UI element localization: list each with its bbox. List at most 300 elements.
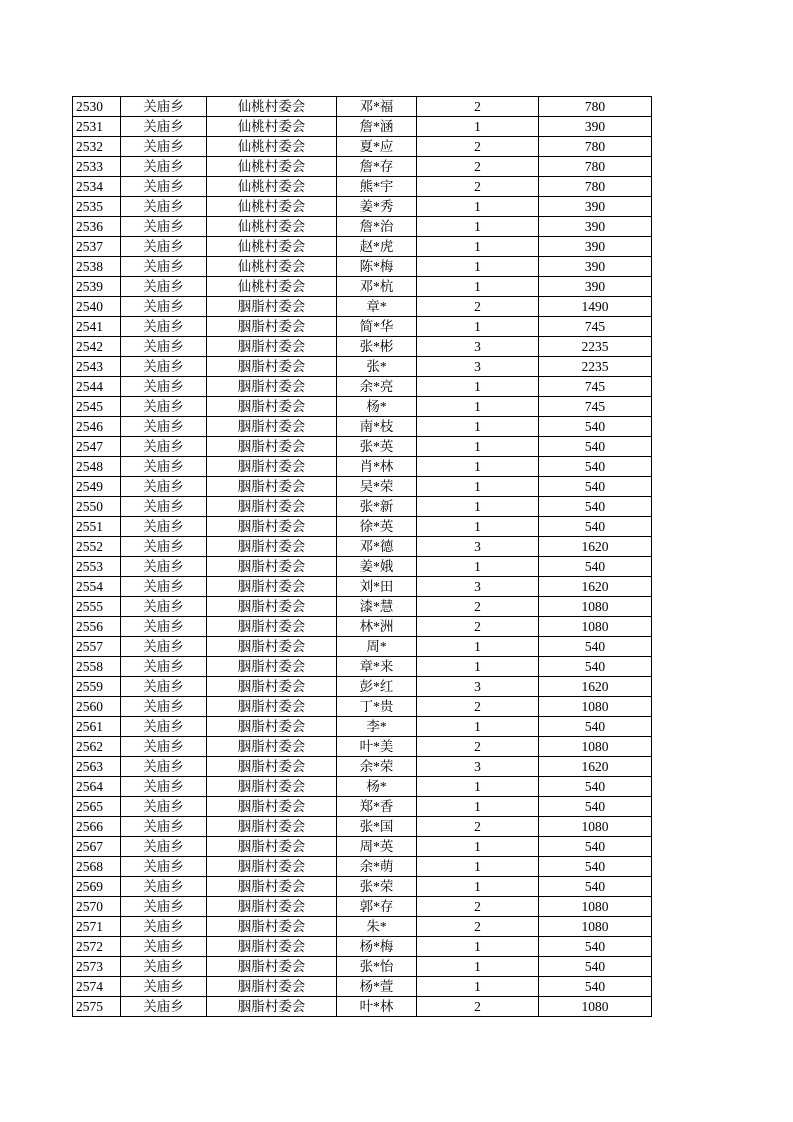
village-committee-cell: 胭脂村委会	[207, 437, 337, 457]
village-committee-cell: 胭脂村委会	[207, 717, 337, 737]
household-size-cell: 2	[417, 297, 539, 317]
village-committee-cell: 胭脂村委会	[207, 997, 337, 1017]
township-cell: 关庙乡	[121, 677, 207, 697]
name-cell: 余*荣	[337, 757, 417, 777]
amount-cell: 540	[539, 717, 652, 737]
name-cell: 徐*英	[337, 517, 417, 537]
table-row	[73, 457, 652, 477]
name-cell: 杨*	[337, 777, 417, 797]
name-cell: 周*英	[337, 837, 417, 857]
amount-cell: 1490	[539, 297, 652, 317]
amount-cell: 390	[539, 237, 652, 257]
table-row	[73, 477, 652, 497]
name-cell: 章*	[337, 297, 417, 317]
township-cell: 关庙乡	[121, 557, 207, 577]
household-size-cell: 1	[417, 517, 539, 537]
row-number-cell: 2574	[73, 977, 121, 997]
village-committee-cell: 仙桃村委会	[207, 217, 337, 237]
village-committee-cell: 胭脂村委会	[207, 297, 337, 317]
village-committee-cell: 胭脂村委会	[207, 837, 337, 857]
amount-cell: 1620	[539, 537, 652, 557]
township-cell: 关庙乡	[121, 837, 207, 857]
table-row	[73, 497, 652, 517]
name-cell: 周*	[337, 637, 417, 657]
amount-cell: 745	[539, 317, 652, 337]
table-row	[73, 997, 652, 1017]
village-committee-cell: 胭脂村委会	[207, 897, 337, 917]
amount-cell: 1080	[539, 617, 652, 637]
household-size-cell: 3	[417, 577, 539, 597]
amount-cell: 1080	[539, 597, 652, 617]
village-committee-cell: 胭脂村委会	[207, 697, 337, 717]
village-committee-cell: 胭脂村委会	[207, 877, 337, 897]
amount-cell: 745	[539, 377, 652, 397]
table-row	[73, 97, 652, 117]
village-committee-cell: 胭脂村委会	[207, 497, 337, 517]
amount-cell: 540	[539, 417, 652, 437]
row-number-cell: 2545	[73, 397, 121, 417]
row-number-cell: 2569	[73, 877, 121, 897]
amount-cell: 390	[539, 217, 652, 237]
village-committee-cell: 胭脂村委会	[207, 457, 337, 477]
household-size-cell: 2	[417, 597, 539, 617]
row-number-cell: 2565	[73, 797, 121, 817]
household-size-cell: 1	[417, 937, 539, 957]
household-size-cell: 1	[417, 377, 539, 397]
township-cell: 关庙乡	[121, 257, 207, 277]
household-size-cell: 2	[417, 917, 539, 937]
name-cell: 张*	[337, 357, 417, 377]
row-number-cell: 2550	[73, 497, 121, 517]
household-size-cell: 2	[417, 617, 539, 637]
amount-cell: 1080	[539, 917, 652, 937]
amount-cell: 745	[539, 397, 652, 417]
table-row	[73, 357, 652, 377]
amount-cell: 780	[539, 177, 652, 197]
name-cell: 漆*慧	[337, 597, 417, 617]
row-number-cell: 2534	[73, 177, 121, 197]
name-cell: 陈*梅	[337, 257, 417, 277]
name-cell: 张*国	[337, 817, 417, 837]
amount-cell: 540	[539, 477, 652, 497]
name-cell: 余*亮	[337, 377, 417, 397]
table-row	[73, 377, 652, 397]
amount-cell: 540	[539, 957, 652, 977]
township-cell: 关庙乡	[121, 817, 207, 837]
amount-cell: 540	[539, 657, 652, 677]
township-cell: 关庙乡	[121, 877, 207, 897]
name-cell: 丁*贵	[337, 697, 417, 717]
township-cell: 关庙乡	[121, 517, 207, 537]
household-size-cell: 2	[417, 817, 539, 837]
amount-cell: 540	[539, 857, 652, 877]
row-number-cell: 2530	[73, 97, 121, 117]
table-row	[73, 277, 652, 297]
amount-cell: 1080	[539, 897, 652, 917]
village-committee-cell: 胭脂村委会	[207, 777, 337, 797]
village-committee-cell: 胭脂村委会	[207, 977, 337, 997]
row-number-cell: 2558	[73, 657, 121, 677]
table-row	[73, 157, 652, 177]
township-cell: 关庙乡	[121, 217, 207, 237]
township-cell: 关庙乡	[121, 277, 207, 297]
village-committee-cell: 胭脂村委会	[207, 537, 337, 557]
row-number-cell: 2555	[73, 597, 121, 617]
township-cell: 关庙乡	[121, 917, 207, 937]
village-committee-cell: 胭脂村委会	[207, 337, 337, 357]
household-size-cell: 1	[417, 457, 539, 477]
township-cell: 关庙乡	[121, 857, 207, 877]
name-cell: 熊*宇	[337, 177, 417, 197]
table-row	[73, 897, 652, 917]
table-row	[73, 197, 652, 217]
village-committee-cell: 胭脂村委会	[207, 397, 337, 417]
township-cell: 关庙乡	[121, 697, 207, 717]
village-committee-cell: 胭脂村委会	[207, 617, 337, 637]
table-row	[73, 237, 652, 257]
row-number-cell: 2544	[73, 377, 121, 397]
household-size-cell: 2	[417, 997, 539, 1017]
amount-cell: 540	[539, 637, 652, 657]
amount-cell: 1080	[539, 697, 652, 717]
row-number-cell: 2549	[73, 477, 121, 497]
amount-cell: 2235	[539, 357, 652, 377]
row-number-cell: 2538	[73, 257, 121, 277]
row-number-cell: 2554	[73, 577, 121, 597]
table-row	[73, 637, 652, 657]
household-size-cell: 3	[417, 337, 539, 357]
township-cell: 关庙乡	[121, 797, 207, 817]
village-committee-cell: 胭脂村委会	[207, 557, 337, 577]
name-cell: 朱*	[337, 917, 417, 937]
row-number-cell: 2557	[73, 637, 121, 657]
household-size-cell: 1	[417, 277, 539, 297]
row-number-cell: 2546	[73, 417, 121, 437]
table-row	[73, 977, 652, 997]
village-committee-cell: 胭脂村委会	[207, 937, 337, 957]
table-row	[73, 297, 652, 317]
table-row	[73, 117, 652, 137]
table-row	[73, 917, 652, 937]
row-number-cell: 2540	[73, 297, 121, 317]
name-cell: 赵*虎	[337, 237, 417, 257]
household-size-cell: 3	[417, 677, 539, 697]
village-committee-cell: 胭脂村委会	[207, 597, 337, 617]
household-size-cell: 1	[417, 437, 539, 457]
table-row	[73, 617, 652, 637]
amount-cell: 1080	[539, 737, 652, 757]
township-cell: 关庙乡	[121, 497, 207, 517]
village-committee-cell: 胭脂村委会	[207, 957, 337, 977]
name-cell: 邓*福	[337, 97, 417, 117]
name-cell: 杨*梅	[337, 937, 417, 957]
township-cell: 关庙乡	[121, 337, 207, 357]
table-row	[73, 397, 652, 417]
village-committee-cell: 胭脂村委会	[207, 357, 337, 377]
name-cell: 叶*美	[337, 737, 417, 757]
amount-cell: 540	[539, 497, 652, 517]
row-number-cell: 2532	[73, 137, 121, 157]
table-row	[73, 797, 652, 817]
table-row	[73, 957, 652, 977]
amount-cell: 1620	[539, 757, 652, 777]
township-cell: 关庙乡	[121, 957, 207, 977]
table-row	[73, 717, 652, 737]
amount-cell: 780	[539, 137, 652, 157]
township-cell: 关庙乡	[121, 777, 207, 797]
amount-cell: 390	[539, 197, 652, 217]
township-cell: 关庙乡	[121, 997, 207, 1017]
village-committee-cell: 胭脂村委会	[207, 817, 337, 837]
township-cell: 关庙乡	[121, 597, 207, 617]
township-cell: 关庙乡	[121, 437, 207, 457]
village-committee-cell: 胭脂村委会	[207, 757, 337, 777]
township-cell: 关庙乡	[121, 417, 207, 437]
village-committee-cell: 胭脂村委会	[207, 677, 337, 697]
amount-cell: 780	[539, 97, 652, 117]
village-committee-cell: 仙桃村委会	[207, 177, 337, 197]
amount-cell: 1620	[539, 677, 652, 697]
table-row	[73, 777, 652, 797]
row-number-cell: 2539	[73, 277, 121, 297]
data-table	[72, 96, 652, 1017]
amount-cell: 390	[539, 117, 652, 137]
village-committee-cell: 仙桃村委会	[207, 237, 337, 257]
township-cell: 关庙乡	[121, 577, 207, 597]
household-size-cell: 1	[417, 957, 539, 977]
household-size-cell: 1	[417, 857, 539, 877]
household-size-cell: 2	[417, 177, 539, 197]
amount-cell: 540	[539, 937, 652, 957]
table-row	[73, 217, 652, 237]
row-number-cell: 2542	[73, 337, 121, 357]
amount-cell: 540	[539, 977, 652, 997]
village-committee-cell: 胭脂村委会	[207, 797, 337, 817]
row-number-cell: 2561	[73, 717, 121, 737]
table-row	[73, 437, 652, 457]
household-size-cell: 1	[417, 217, 539, 237]
household-size-cell: 1	[417, 477, 539, 497]
household-size-cell: 1	[417, 117, 539, 137]
village-committee-cell: 胭脂村委会	[207, 577, 337, 597]
amount-cell: 540	[539, 837, 652, 857]
row-number-cell: 2567	[73, 837, 121, 857]
township-cell: 关庙乡	[121, 297, 207, 317]
row-number-cell: 2566	[73, 817, 121, 837]
table-row	[73, 597, 652, 617]
row-number-cell: 2568	[73, 857, 121, 877]
amount-cell: 540	[539, 557, 652, 577]
table-row	[73, 937, 652, 957]
household-size-cell: 1	[417, 797, 539, 817]
row-number-cell: 2563	[73, 757, 121, 777]
township-cell: 关庙乡	[121, 657, 207, 677]
household-size-cell: 1	[417, 317, 539, 337]
row-number-cell: 2562	[73, 737, 121, 757]
table-row	[73, 737, 652, 757]
township-cell: 关庙乡	[121, 457, 207, 477]
name-cell: 杨*萱	[337, 977, 417, 997]
village-committee-cell: 胭脂村委会	[207, 857, 337, 877]
row-number-cell: 2575	[73, 997, 121, 1017]
village-committee-cell: 胭脂村委会	[207, 317, 337, 337]
village-committee-cell: 仙桃村委会	[207, 137, 337, 157]
household-size-cell: 1	[417, 837, 539, 857]
village-committee-cell: 仙桃村委会	[207, 117, 337, 137]
name-cell: 姜*秀	[337, 197, 417, 217]
amount-cell: 540	[539, 437, 652, 457]
row-number-cell: 2556	[73, 617, 121, 637]
table-row	[73, 657, 652, 677]
row-number-cell: 2560	[73, 697, 121, 717]
row-number-cell: 2536	[73, 217, 121, 237]
household-size-cell: 2	[417, 137, 539, 157]
row-number-cell: 2531	[73, 117, 121, 137]
name-cell: 章*来	[337, 657, 417, 677]
township-cell: 关庙乡	[121, 937, 207, 957]
row-number-cell: 2571	[73, 917, 121, 937]
table-row	[73, 857, 652, 877]
township-cell: 关庙乡	[121, 617, 207, 637]
name-cell: 夏*应	[337, 137, 417, 157]
row-number-cell: 2552	[73, 537, 121, 557]
name-cell: 彭*红	[337, 677, 417, 697]
row-number-cell: 2537	[73, 237, 121, 257]
row-number-cell: 2535	[73, 197, 121, 217]
village-committee-cell: 仙桃村委会	[207, 97, 337, 117]
name-cell: 詹*存	[337, 157, 417, 177]
amount-cell: 1620	[539, 577, 652, 597]
household-size-cell: 1	[417, 417, 539, 437]
township-cell: 关庙乡	[121, 357, 207, 377]
table-row	[73, 577, 652, 597]
village-committee-cell: 胭脂村委会	[207, 377, 337, 397]
household-size-cell: 1	[417, 197, 539, 217]
name-cell: 詹*涵	[337, 117, 417, 137]
row-number-cell: 2573	[73, 957, 121, 977]
table-row	[73, 537, 652, 557]
township-cell: 关庙乡	[121, 737, 207, 757]
township-cell: 关庙乡	[121, 377, 207, 397]
name-cell: 李*	[337, 717, 417, 737]
household-size-cell: 2	[417, 97, 539, 117]
amount-cell: 390	[539, 257, 652, 277]
amount-cell: 1080	[539, 817, 652, 837]
village-committee-cell: 仙桃村委会	[207, 197, 337, 217]
table-row	[73, 417, 652, 437]
township-cell: 关庙乡	[121, 477, 207, 497]
household-size-cell: 1	[417, 977, 539, 997]
township-cell: 关庙乡	[121, 637, 207, 657]
row-number-cell: 2559	[73, 677, 121, 697]
township-cell: 关庙乡	[121, 157, 207, 177]
table-row	[73, 817, 652, 837]
amount-cell: 540	[539, 877, 652, 897]
village-committee-cell: 胭脂村委会	[207, 517, 337, 537]
table-row	[73, 137, 652, 157]
amount-cell: 540	[539, 457, 652, 477]
township-cell: 关庙乡	[121, 897, 207, 917]
household-size-cell: 1	[417, 717, 539, 737]
household-size-cell: 3	[417, 757, 539, 777]
township-cell: 关庙乡	[121, 397, 207, 417]
household-size-cell: 2	[417, 897, 539, 917]
row-number-cell: 2533	[73, 157, 121, 177]
amount-cell: 540	[539, 517, 652, 537]
row-number-cell: 2541	[73, 317, 121, 337]
name-cell: 邓*德	[337, 537, 417, 557]
name-cell: 刘*田	[337, 577, 417, 597]
township-cell: 关庙乡	[121, 237, 207, 257]
row-number-cell: 2543	[73, 357, 121, 377]
household-size-cell: 3	[417, 537, 539, 557]
household-size-cell: 1	[417, 777, 539, 797]
name-cell: 简*华	[337, 317, 417, 337]
name-cell: 邓*杭	[337, 277, 417, 297]
amount-cell: 540	[539, 777, 652, 797]
household-size-cell: 1	[417, 877, 539, 897]
name-cell: 郑*香	[337, 797, 417, 817]
amount-cell: 1080	[539, 997, 652, 1017]
township-cell: 关庙乡	[121, 717, 207, 737]
village-committee-cell: 胭脂村委会	[207, 737, 337, 757]
village-committee-cell: 胭脂村委会	[207, 917, 337, 937]
name-cell: 张*怡	[337, 957, 417, 977]
household-size-cell: 1	[417, 637, 539, 657]
name-cell: 张*新	[337, 497, 417, 517]
table-row	[73, 337, 652, 357]
amount-cell: 390	[539, 277, 652, 297]
township-cell: 关庙乡	[121, 117, 207, 137]
village-committee-cell: 仙桃村委会	[207, 257, 337, 277]
table-row	[73, 877, 652, 897]
township-cell: 关庙乡	[121, 177, 207, 197]
township-cell: 关庙乡	[121, 977, 207, 997]
household-size-cell: 2	[417, 737, 539, 757]
name-cell: 詹*治	[337, 217, 417, 237]
township-cell: 关庙乡	[121, 757, 207, 777]
table-row	[73, 257, 652, 277]
row-number-cell: 2551	[73, 517, 121, 537]
village-committee-cell: 胭脂村委会	[207, 477, 337, 497]
name-cell: 南*枝	[337, 417, 417, 437]
amount-cell: 780	[539, 157, 652, 177]
table-row	[73, 177, 652, 197]
household-size-cell: 2	[417, 697, 539, 717]
village-committee-cell: 仙桃村委会	[207, 277, 337, 297]
household-size-cell: 1	[417, 657, 539, 677]
township-cell: 关庙乡	[121, 537, 207, 557]
name-cell: 姜*娥	[337, 557, 417, 577]
household-size-cell: 1	[417, 237, 539, 257]
township-cell: 关庙乡	[121, 97, 207, 117]
name-cell: 张*荣	[337, 877, 417, 897]
township-cell: 关庙乡	[121, 317, 207, 337]
household-size-cell: 1	[417, 257, 539, 277]
village-committee-cell: 胭脂村委会	[207, 417, 337, 437]
table-row	[73, 557, 652, 577]
name-cell: 肖*林	[337, 457, 417, 477]
table-row	[73, 697, 652, 717]
name-cell: 张*英	[337, 437, 417, 457]
table-row	[73, 677, 652, 697]
row-number-cell: 2547	[73, 437, 121, 457]
village-committee-cell: 仙桃村委会	[207, 157, 337, 177]
row-number-cell: 2553	[73, 557, 121, 577]
household-size-cell: 1	[417, 497, 539, 517]
village-committee-cell: 胭脂村委会	[207, 637, 337, 657]
amount-cell: 2235	[539, 337, 652, 357]
